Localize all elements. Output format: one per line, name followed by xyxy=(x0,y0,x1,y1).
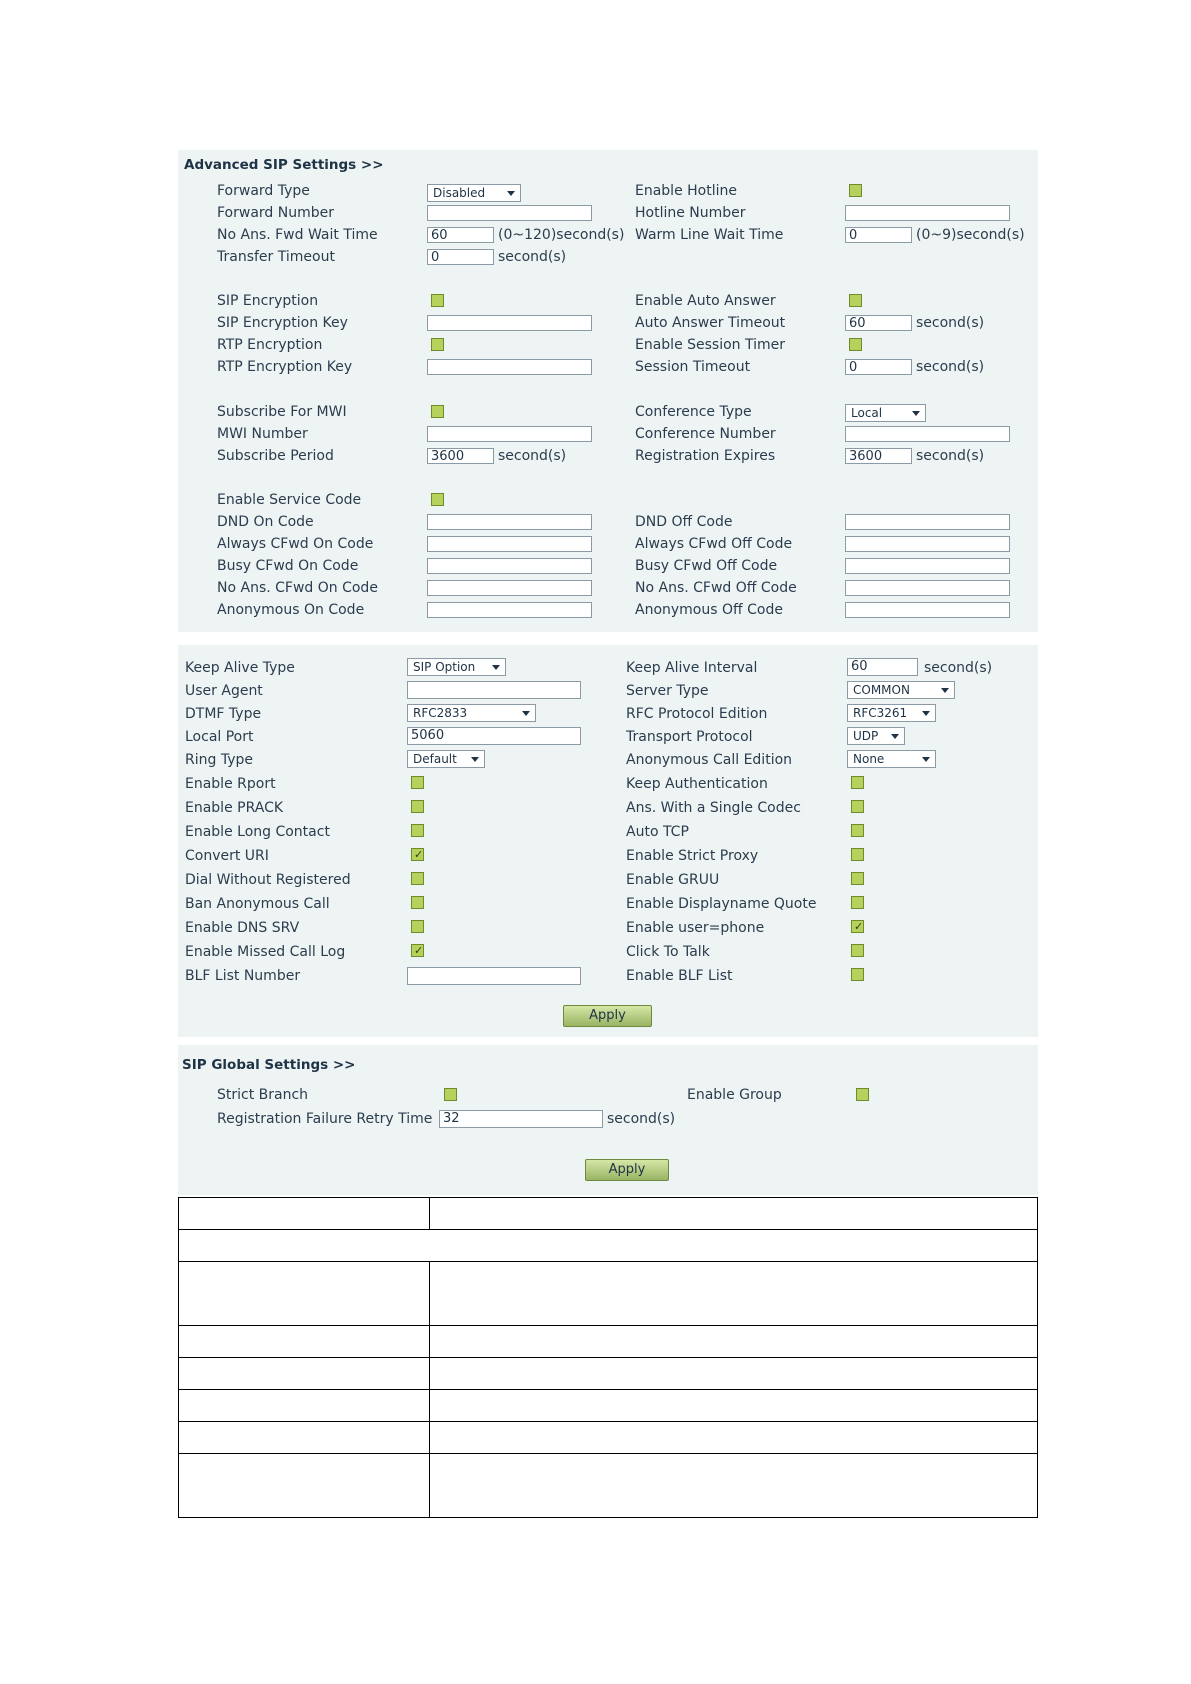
check-label-right: Enable Displayname Quote xyxy=(626,896,817,912)
check-label-right: Enable user=phone xyxy=(626,920,765,936)
transfer-timeout-unit: second(s) xyxy=(498,249,567,265)
keep-alive-interval-unit: second(s) xyxy=(924,660,993,676)
table-row xyxy=(179,1390,1038,1422)
table-cell xyxy=(430,1326,1038,1358)
warm-line-wait-input[interactable]: 0 xyxy=(845,227,912,243)
noans-cfwd-on-label: No Ans. CFwd On Code xyxy=(217,580,378,596)
auto-answer-timeout-label: Auto Answer Timeout xyxy=(635,315,786,331)
check-label-left: Ban Anonymous Call xyxy=(185,896,330,912)
table-cell xyxy=(179,1326,430,1358)
table-row xyxy=(179,1262,1038,1326)
table-cell xyxy=(430,1422,1038,1454)
enable-prack-checkbox[interactable] xyxy=(411,800,424,813)
transport-protocol-label: Transport Protocol xyxy=(626,729,753,745)
table-cell xyxy=(430,1454,1038,1518)
subscribe-period-label: Subscribe Period xyxy=(217,448,334,464)
chevron-down-icon xyxy=(471,757,479,762)
chevron-down-icon xyxy=(522,711,530,716)
table-row xyxy=(179,1230,1038,1262)
forward-type-select[interactable] xyxy=(427,184,521,202)
chevron-down-icon xyxy=(922,757,930,762)
rtp-encryption-checkbox[interactable] xyxy=(431,338,444,351)
chevron-down-icon xyxy=(492,665,500,670)
rtp-encryption-key-label: RTP Encryption Key xyxy=(217,359,353,375)
sip-encryption-checkbox[interactable] xyxy=(431,294,444,307)
enable-session-timer-label: Enable Session Timer xyxy=(635,337,786,353)
table-cell xyxy=(179,1262,430,1326)
table-cell xyxy=(179,1230,1038,1262)
enable-hotline-checkbox[interactable] xyxy=(849,184,862,197)
conference-type-label: Conference Type xyxy=(635,404,752,420)
check-label-right: Keep Authentication xyxy=(626,776,768,792)
server-type-value: COMMON xyxy=(853,683,910,697)
conference-type-select[interactable] xyxy=(845,404,926,422)
server-type-select[interactable] xyxy=(847,681,955,699)
rfc-protocol-label: RFC Protocol Edition xyxy=(626,706,768,722)
enable-strict-proxy-checkbox[interactable] xyxy=(851,848,864,861)
subscribe-mwi-label: Subscribe For MWI xyxy=(217,404,347,420)
convert-uri-checkbox[interactable] xyxy=(411,848,424,861)
warm-line-wait-unit: (0~9)second(s) xyxy=(916,227,1025,243)
dnd-off-code-input[interactable] xyxy=(845,514,1010,530)
enable-rport-checkbox[interactable] xyxy=(411,776,424,789)
dtmf-type-select[interactable] xyxy=(407,704,536,722)
no-ans-fwd-wait-unit: (0~120)second(s) xyxy=(498,227,625,243)
rfc-protocol-select[interactable] xyxy=(847,704,936,722)
anonymous-call-edition-label: Anonymous Call Edition xyxy=(626,752,793,768)
mwi-number-input[interactable] xyxy=(427,426,592,442)
strict-branch-checkbox[interactable] xyxy=(444,1088,457,1101)
enable-session-timer-checkbox[interactable] xyxy=(849,338,862,351)
check-label-right: Auto TCP xyxy=(626,824,689,840)
ring-type-value: Default xyxy=(413,752,457,766)
check-label-left: Enable Rport xyxy=(185,776,276,792)
table-cell xyxy=(179,1422,430,1454)
always-cfwd-on-input[interactable] xyxy=(427,536,592,552)
table-cell xyxy=(179,1390,430,1422)
sip-global-settings-panel xyxy=(178,1045,1038,1195)
chevron-down-icon xyxy=(891,734,899,739)
transfer-timeout-label: Transfer Timeout xyxy=(217,249,335,265)
sip-encryption-key-input[interactable] xyxy=(427,315,592,331)
session-timeout-input[interactable]: 0 xyxy=(845,359,912,375)
check-label-left: Enable PRACK xyxy=(185,800,284,816)
always-cfwd-off-input[interactable] xyxy=(845,536,1010,552)
single-codec-checkbox[interactable] xyxy=(851,800,864,813)
noans-cfwd-off-label: No Ans. CFwd Off Code xyxy=(635,580,797,596)
chevron-down-icon xyxy=(507,191,515,196)
check-label-left: Enable DNS SRV xyxy=(185,920,300,936)
enable-auto-answer-checkbox[interactable] xyxy=(849,294,862,307)
chevron-down-icon xyxy=(922,711,930,716)
blf-list-number-input[interactable] xyxy=(407,967,581,985)
ring-type-label: Ring Type xyxy=(185,752,253,768)
table-cell xyxy=(179,1198,430,1230)
chevron-down-icon xyxy=(912,411,920,416)
check-label-right: Enable Strict Proxy xyxy=(626,848,759,864)
enable-service-code-checkbox[interactable] xyxy=(431,493,444,506)
enable-blf-list-checkbox[interactable] xyxy=(851,968,864,981)
keep-authentication-checkbox[interactable] xyxy=(851,776,864,789)
hotline-number-input[interactable] xyxy=(845,205,1010,221)
reg-failure-retry-label: Registration Failure Retry Time xyxy=(217,1111,433,1127)
registration-expires-label: Registration Expires xyxy=(635,448,776,464)
description-table xyxy=(178,1197,1038,1518)
blf-list-number-label: BLF List Number xyxy=(185,968,301,984)
table-cell xyxy=(430,1198,1038,1230)
always-cfwd-off-label: Always CFwd Off Code xyxy=(635,536,793,552)
rtp-encryption-label: RTP Encryption xyxy=(217,337,323,353)
noans-cfwd-off-input[interactable] xyxy=(845,580,1010,596)
advanced-sip-settings-panel xyxy=(178,150,1038,632)
table-cell xyxy=(430,1262,1038,1326)
anonymous-call-edition-value: None xyxy=(853,752,885,766)
busy-cfwd-off-input[interactable] xyxy=(845,558,1010,574)
conference-number-input[interactable] xyxy=(845,426,1010,442)
noans-cfwd-on-input[interactable] xyxy=(427,580,592,596)
check-label-left: Convert URI xyxy=(185,848,269,864)
dtmf-type-label: DTMF Type xyxy=(185,706,262,722)
reg-failure-retry-unit: second(s) xyxy=(607,1111,676,1127)
transport-protocol-select[interactable] xyxy=(847,727,905,745)
dnd-off-code-label: DND Off Code xyxy=(635,514,733,530)
sip-misc-settings-panel xyxy=(178,645,1038,1037)
click-to-talk-checkbox[interactable] xyxy=(851,944,864,957)
table-row xyxy=(179,1422,1038,1454)
check-mark-icon: ✓ xyxy=(414,944,424,957)
user-agent-label: User Agent xyxy=(185,683,263,699)
check-label-left: Enable Long Contact xyxy=(185,824,330,840)
enable-blf-list-label: Enable BLF List xyxy=(626,968,733,984)
table-row xyxy=(179,1454,1038,1518)
server-type-label: Server Type xyxy=(626,683,709,699)
local-port-input[interactable]: 5060 xyxy=(407,727,581,745)
anonymous-off-label: Anonymous Off Code xyxy=(635,602,783,618)
dtmf-type-value: RFC2833 xyxy=(413,706,468,720)
sip-global-settings-title: SIP Global Settings >> xyxy=(182,1057,356,1073)
rfc-protocol-value: RFC3261 xyxy=(853,706,908,720)
hotline-number-label: Hotline Number xyxy=(635,205,746,221)
forward-number-input[interactable] xyxy=(427,205,592,221)
check-mark-icon: ✓ xyxy=(414,848,424,861)
busy-cfwd-off-label: Busy CFwd Off Code xyxy=(635,558,778,574)
dial-without-registered-checkbox[interactable] xyxy=(411,872,424,885)
check-label-right: Click To Talk xyxy=(626,944,710,960)
forward-type-value: Disabled xyxy=(433,186,486,200)
anonymous-call-edition-select[interactable] xyxy=(847,750,936,768)
transfer-timeout-input[interactable]: 0 xyxy=(427,249,494,265)
check-label-right: Ans. With a Single Codec xyxy=(626,800,801,816)
table-cell xyxy=(179,1454,430,1518)
chevron-down-icon xyxy=(941,688,949,693)
check-label-left: Enable Missed Call Log xyxy=(185,944,346,960)
table-row xyxy=(179,1198,1038,1230)
check-label-left: Dial Without Registered xyxy=(185,872,351,888)
enable-gruu-checkbox[interactable] xyxy=(851,872,864,885)
enable-group-checkbox[interactable] xyxy=(856,1088,869,1101)
session-timeout-unit: second(s) xyxy=(916,359,985,375)
table-cell xyxy=(179,1358,430,1390)
session-timeout-label: Session Timeout xyxy=(635,359,751,375)
always-cfwd-on-label: Always CFwd On Code xyxy=(217,536,374,552)
table-cell xyxy=(430,1358,1038,1390)
table-row xyxy=(179,1326,1038,1358)
check-mark-icon: ✓ xyxy=(854,920,864,933)
sip-encryption-label: SIP Encryption xyxy=(217,293,319,309)
enable-user-phone-checkbox[interactable] xyxy=(851,920,864,933)
keep-alive-interval-label: Keep Alive Interval xyxy=(626,660,758,676)
apply-button[interactable]: Apply xyxy=(563,1005,652,1027)
enable-dns-srv-checkbox[interactable] xyxy=(411,920,424,933)
enable-missed-call-log-checkbox[interactable] xyxy=(411,944,424,957)
subscribe-period-unit: second(s) xyxy=(498,448,567,464)
keep-alive-type-value: SIP Option xyxy=(413,660,476,674)
no-ans-fwd-wait-label: No Ans. Fwd Wait Time xyxy=(217,227,378,243)
displayname-quote-checkbox[interactable] xyxy=(851,896,864,909)
keep-alive-interval-input[interactable]: 60 xyxy=(847,658,918,676)
enable-service-code-label: Enable Service Code xyxy=(217,492,362,508)
enable-long-contact-checkbox[interactable] xyxy=(411,824,424,837)
conference-type-value: Local xyxy=(851,406,883,420)
forward-type-label: Forward Type xyxy=(217,183,310,199)
enable-hotline-label: Enable Hotline xyxy=(635,183,737,199)
ring-type-select[interactable] xyxy=(407,750,485,768)
warm-line-wait-label: Warm Line Wait Time xyxy=(635,227,784,243)
dnd-on-code-input[interactable] xyxy=(427,514,592,530)
transport-protocol-value: UDP xyxy=(853,729,879,743)
subscribe-period-input[interactable]: 3600 xyxy=(427,448,494,464)
reg-failure-retry-input[interactable]: 32 xyxy=(439,1110,603,1128)
enable-auto-answer-label: Enable Auto Answer xyxy=(635,293,776,309)
local-port-label: Local Port xyxy=(185,729,254,745)
conference-number-label: Conference Number xyxy=(635,426,776,442)
table-cell xyxy=(430,1390,1038,1422)
anonymous-off-input[interactable] xyxy=(845,602,1010,618)
busy-cfwd-on-label: Busy CFwd On Code xyxy=(217,558,359,574)
registration-expires-input[interactable]: 3600 xyxy=(845,448,912,464)
check-label-right: Enable GRUU xyxy=(626,872,720,888)
advanced-sip-settings-title: Advanced SIP Settings >> xyxy=(184,157,384,173)
keep-alive-type-select[interactable] xyxy=(407,658,506,676)
table-row xyxy=(179,1358,1038,1390)
ban-anonymous-call-checkbox[interactable] xyxy=(411,896,424,909)
no-ans-fwd-wait-input[interactable]: 60 xyxy=(427,227,494,243)
strict-branch-label: Strict Branch xyxy=(217,1087,309,1103)
apply-button[interactable]: Apply xyxy=(585,1159,669,1181)
registration-expires-unit: second(s) xyxy=(916,448,985,464)
busy-cfwd-on-input[interactable] xyxy=(427,558,592,574)
auto-answer-timeout-input[interactable]: 60 xyxy=(845,315,912,331)
dnd-on-code-label: DND On Code xyxy=(217,514,314,530)
anonymous-on-input[interactable] xyxy=(427,602,592,618)
sip-encryption-key-label: SIP Encryption Key xyxy=(217,315,348,331)
enable-group-label: Enable Group xyxy=(687,1087,782,1103)
rtp-encryption-key-input[interactable] xyxy=(427,359,592,375)
auto-tcp-checkbox[interactable] xyxy=(851,824,864,837)
anonymous-on-label: Anonymous On Code xyxy=(217,602,365,618)
keep-alive-type-label: Keep Alive Type xyxy=(185,660,295,676)
mwi-number-label: MWI Number xyxy=(217,426,308,442)
user-agent-input[interactable] xyxy=(407,681,581,699)
auto-answer-timeout-unit: second(s) xyxy=(916,315,985,331)
subscribe-mwi-checkbox[interactable] xyxy=(431,405,444,418)
forward-number-label: Forward Number xyxy=(217,205,334,221)
